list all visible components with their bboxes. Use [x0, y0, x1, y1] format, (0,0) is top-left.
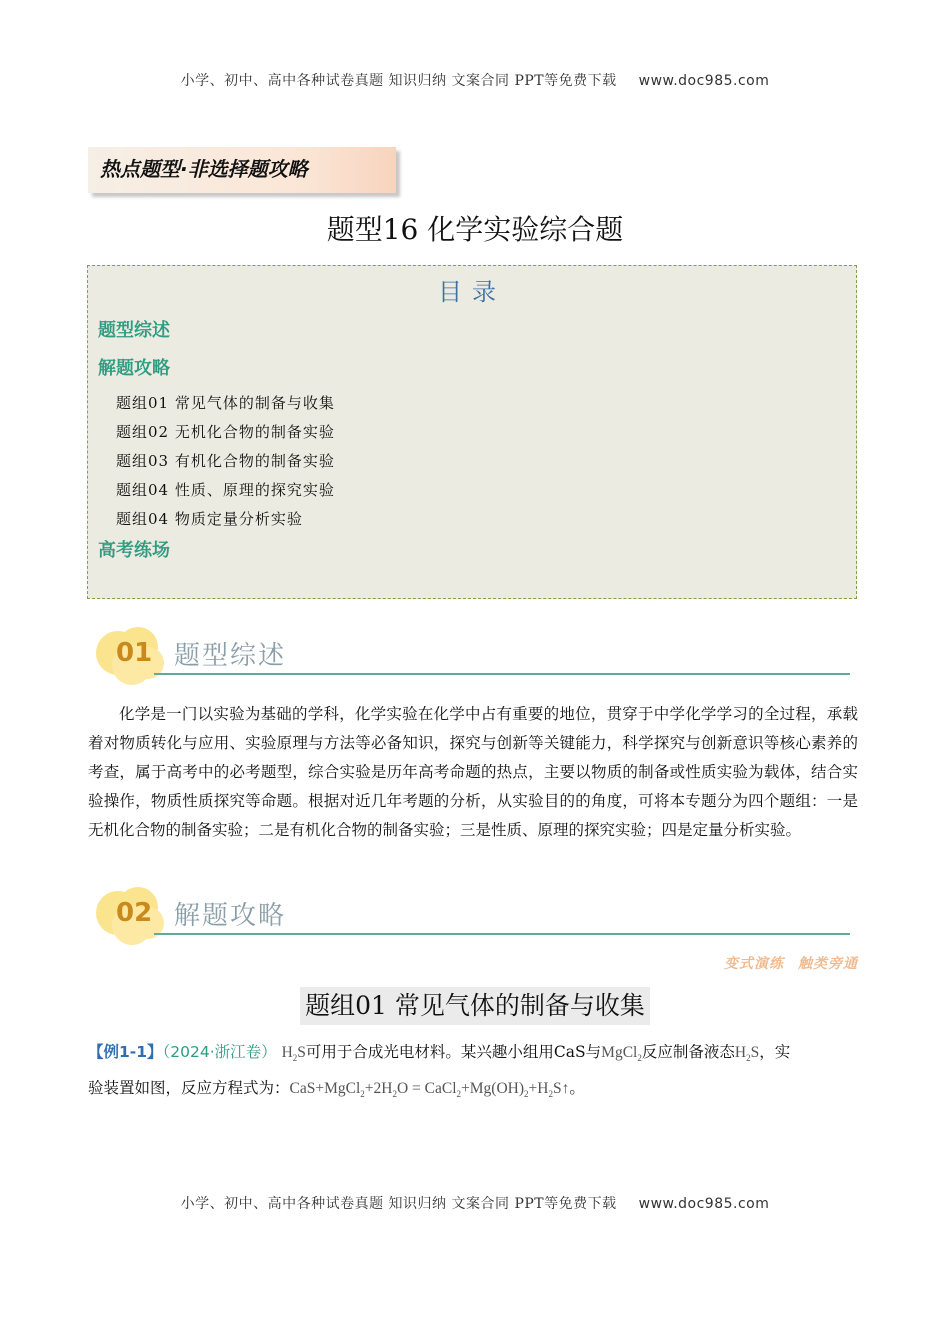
formula-mgcl2: MgCl$_2$ — [601, 1044, 642, 1064]
example-text: 可用于合成光电材料。某兴趣小组用 — [305, 1043, 554, 1061]
slogan-part: 变式演练 — [724, 956, 784, 972]
toc-item[interactable]: 题组02 无机化合物的制备实验 — [116, 423, 335, 441]
section-divider — [154, 673, 850, 675]
example-tag: 【例1-1】 — [88, 1043, 163, 1061]
example-text: 反应制备液态 — [641, 1043, 735, 1061]
table-of-contents — [87, 265, 857, 599]
example-text: 验装置如图，反应方程式为： — [88, 1079, 290, 1097]
toc-section-practice[interactable]: 高考练场 — [98, 540, 170, 561]
formula-h2s: $H_2S$ — [734, 1044, 760, 1064]
section-title: 解题攻略 — [174, 901, 287, 931]
overview-text: 化学是一门以实验为基础的学科，化学实验在化学中占有重要的地位，贯穿于中学化学学习的全过程，承载着对物质转化与应用、实验原理与方法等必备知识，探究与创新等关键能力，科学探究与创新意识等核心素养的考查，属于高考中的必考题型，综合实验是历年高考命题的热点，主要以物质的制备或性质实验为载体，结合实验操作，物质性质探究等命题。根据对近几年考题的分析，从实验目的的角度，可将本专题分为四个题组：一是无机化合物的制备实验；二是有机化合物的制备实验；三是性质、原理的探究实验；四是定量分析实验。 — [88, 705, 858, 839]
section-header-strategy — [92, 883, 852, 953]
example-text: 与 — [585, 1043, 602, 1061]
section-number: 01 — [116, 638, 153, 668]
toc-item[interactable]: 题组04 性质、原理的探究实验 — [116, 481, 335, 499]
page-footer — [0, 1193, 950, 1213]
decorative-slogan — [724, 953, 858, 973]
toc-item[interactable]: 题组03 有机化合物的制备实验 — [116, 452, 335, 470]
page-header — [0, 70, 950, 90]
example-line-1 — [88, 1040, 790, 1063]
toc-section-strategy[interactable]: 解题攻略 — [98, 358, 170, 379]
page-title: 题型16 化学实验综合题 — [326, 213, 624, 246]
section-title: 题型综述 — [174, 641, 287, 671]
formula-cas: CaS — [553, 1043, 586, 1061]
toc-title: 目录 — [438, 278, 506, 306]
section-header-overview — [92, 623, 852, 693]
example-line-2 — [88, 1076, 585, 1099]
group-title: 题组01 常见气体的制备与收集 — [300, 987, 650, 1025]
reaction-equation: $CaS+MgCl_2+2H_2O$ = $CaCl_2+Mg(OH)_2+H_2S↑$ — [289, 1080, 570, 1100]
section-number: 02 — [116, 898, 153, 928]
footer-text: 小学、初中、高中各种试卷真题 知识归纳 文案合同 PPT等免费下载 — [180, 1196, 617, 1212]
formula-h2s: $H_2S$ — [281, 1044, 306, 1064]
hot-topic-tag — [88, 147, 396, 193]
header-text: 小学、初中、高中各种试卷真题 知识归纳 文案合同 PPT等免费下载 — [180, 73, 617, 89]
footer-url[interactable]: www.doc985.com — [638, 1196, 770, 1212]
section-divider — [154, 933, 850, 935]
example-text: ，实 — [759, 1043, 791, 1061]
hot-topic-tag-text: 热点题型·非选择题攻略 — [100, 157, 308, 181]
toc-item[interactable]: 题组04 物质定量分析实验 — [116, 510, 303, 528]
example-text: 。 — [569, 1079, 585, 1097]
toc-section-overview[interactable]: 题型综述 — [98, 320, 170, 341]
toc-item[interactable]: 题组01 常见气体的制备与收集 — [116, 394, 335, 412]
overview-paragraph — [88, 700, 858, 845]
slogan-part: 触类旁通 — [798, 956, 858, 972]
header-url[interactable]: www.doc985.com — [638, 73, 770, 89]
example-source: （2024·浙江卷） — [162, 1043, 277, 1061]
